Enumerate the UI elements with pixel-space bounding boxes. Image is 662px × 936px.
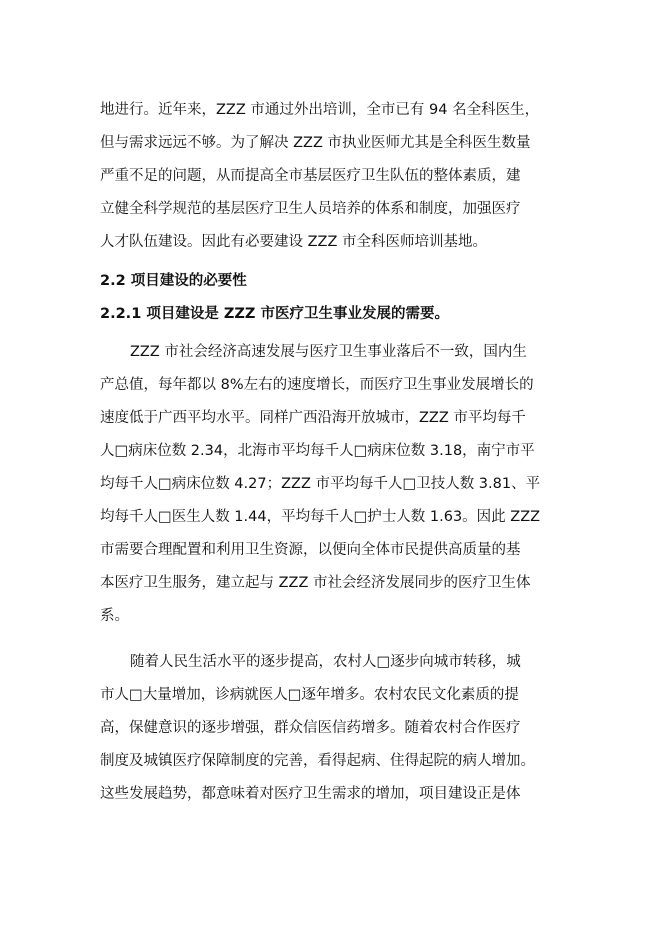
- text-line: 严重不足的问题，从而提高全市基层医疗卫生队伍的整体素质，建: [100, 168, 521, 184]
- text-line: 速度低于广西平均水平。同样广西沿海开放城市，ZZZ 市平均每千: [100, 410, 526, 426]
- text-line: 随着人民生活水平的逐步提高，农村人□逐步向城市转移，城: [130, 654, 521, 670]
- text-line: 地进行。近年来，ZZZ 市通过外出培训，全市已有 94 名全科医生，: [100, 102, 540, 118]
- text-line: 人才队伍建设。因此有必要建设 ZZZ 市全科医师培训基地。: [100, 234, 488, 250]
- text-line: 这些发展趋势，都意味着对医疗卫生需求的增加，项目建设正是体: [100, 786, 521, 802]
- section-heading-2-2: 2.2 项目建设的必要性: [100, 273, 247, 289]
- section-heading-2-2-1: 2.2.1 项目建设是 ZZZ 市医疗卫生事业发展的需要。: [100, 306, 449, 322]
- text-line: 人□病床位数 2.34，北海市平均每千人□病床位数 3.18，南宁市平: [100, 443, 535, 459]
- text-line: 市需要合理配置和利用卫生资源，以便向全体市民提供高质量的基: [100, 542, 521, 558]
- text-line: 均每千人□病床位数 4.27；ZZZ 市平均每千人□卫技人数 3.81、平: [100, 476, 541, 492]
- text-line: 立健全科学规范的基层医疗卫生人员培养的体系和制度，加强医疗: [100, 201, 521, 217]
- text-line: 均每千人□医生人数 1.44，平均每千人□护士人数 1.63。因此 ZZZ: [100, 509, 541, 525]
- text-line: 制度及城镇医疗保障制度的完善，看得起病、住得起院的病人增加。: [100, 753, 535, 769]
- text-line: ZZZ 市社会经济高速发展与医疗卫生事业落后不一致，国内生: [130, 344, 527, 360]
- text-line: 高，保健意识的逐步增强，群众信医信药增多。随着农村合作医疗: [100, 720, 521, 736]
- text-line: 市人□大量增加，诊病就医人□逐年增多。农村农民文化素质的提: [100, 687, 519, 703]
- text-line: 系。: [100, 608, 129, 624]
- text-line: 本医疗卫生服务，建立起与 ZZZ 市社会经济发展同步的医疗卫生体: [100, 575, 531, 591]
- text-line: 但与需求远远不够。为了解决 ZZZ 市执业医师尤其是全科医生数量: [100, 135, 531, 151]
- text-line: 产总值，每年都以 8%左右的速度增长，而医疗卫生事业发展增长的: [100, 377, 534, 393]
